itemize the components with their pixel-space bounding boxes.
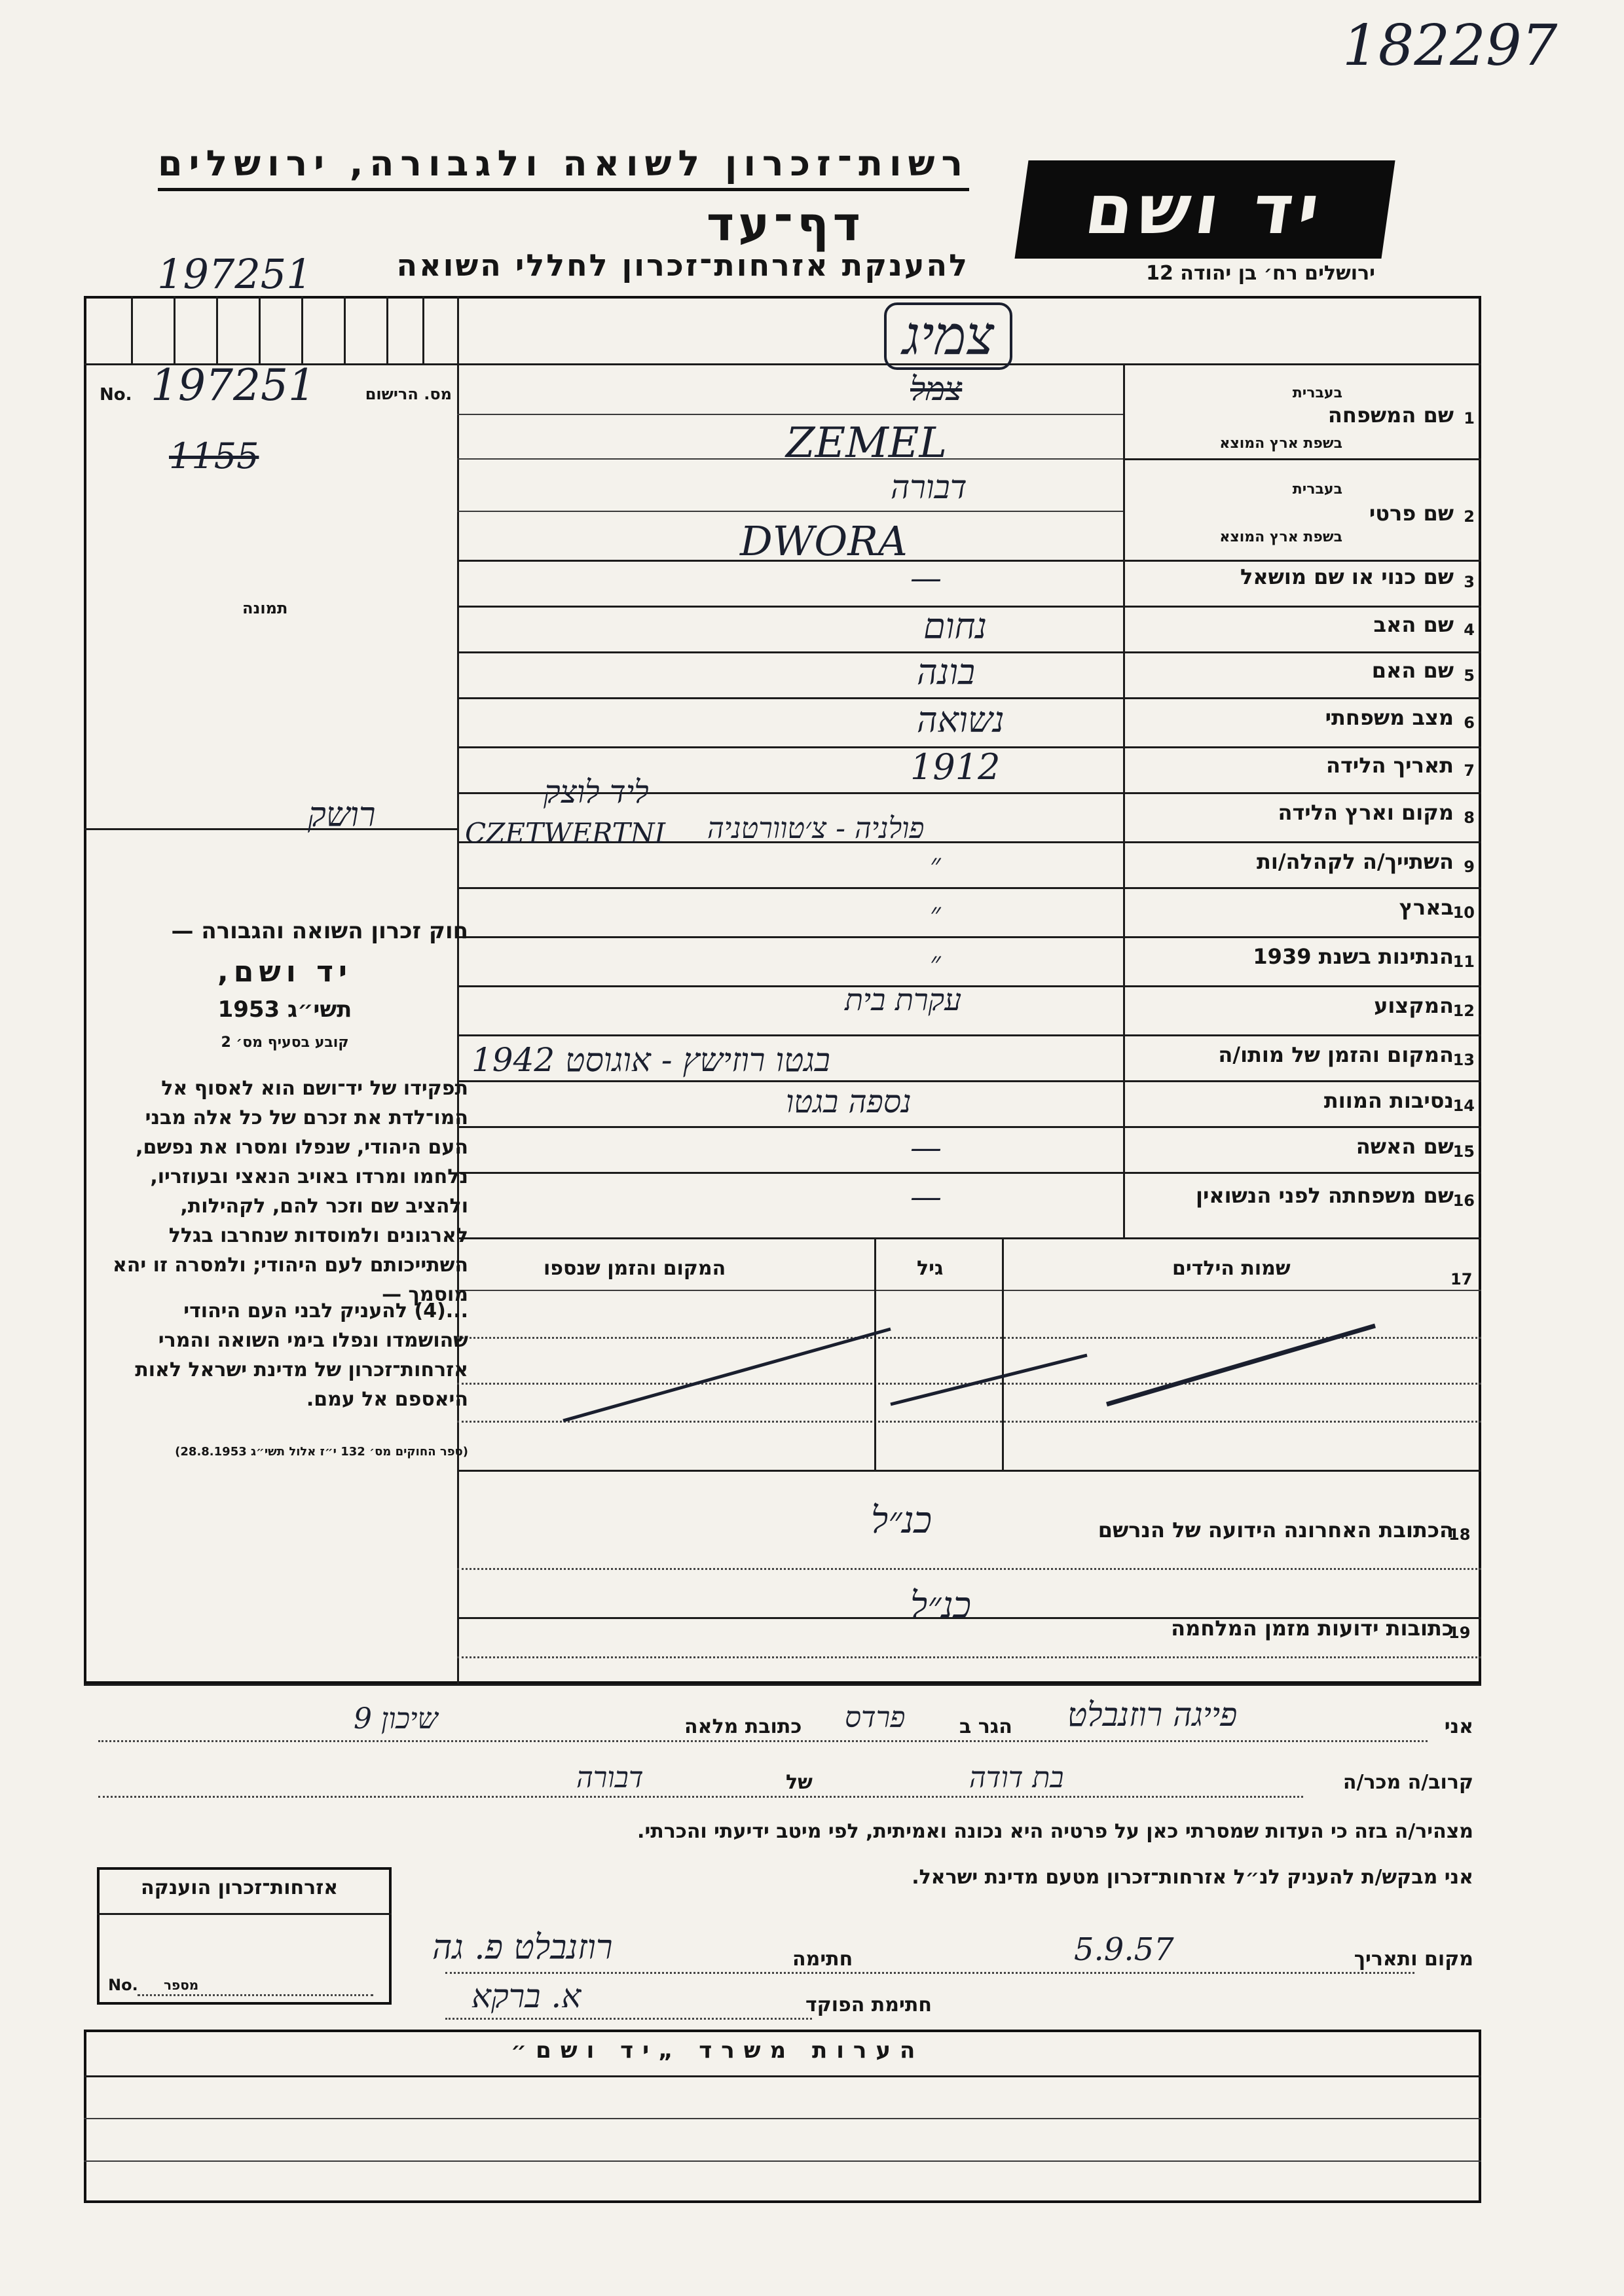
field-4-value: נחום [923, 606, 987, 647]
field-9-label: השתייך/ה לקהלה/ות [1256, 849, 1454, 874]
field-15-label: שם האשה [1356, 1134, 1454, 1159]
decl-person: דבורה [576, 1761, 644, 1795]
citizenship-box-title: אזרחות־זכרון הוענקה [141, 1876, 339, 1899]
citizenship-no-label: No. [108, 1976, 138, 1994]
decl-signature: רוזנבלט פ. גה [432, 1928, 613, 1967]
field-16-number: 16 [1452, 1192, 1475, 1210]
photo-label: תמונה [242, 599, 288, 617]
field-5-label: שם האם [1371, 658, 1454, 683]
field-2-label: שם פרטי [1369, 501, 1454, 526]
field-16-value: — [910, 1178, 942, 1215]
field-1-value-origin: ZEMEL [786, 419, 947, 467]
decl-address-label: כתובת מלאה [684, 1715, 802, 1738]
form-title: דף־עד [706, 196, 864, 251]
field-13-number: 13 [1452, 1051, 1475, 1069]
field-2-number: 2 [1464, 507, 1475, 526]
decl-prefix: אני [1444, 1715, 1473, 1738]
field-2-sub-hebrew: בעברית [1292, 481, 1342, 498]
children-strike-lines [458, 1244, 1480, 1467]
field-3-value: — [910, 560, 942, 596]
children-col-names: שמות הילדים [1172, 1257, 1291, 1280]
field-18-label: הכתובת האחרונה הידועה של הנרשם [1098, 1518, 1454, 1542]
decl-signature-label: חתימה [792, 1948, 853, 1971]
decl-statement: מצהיר/ה בזה כי העדות שמסרתי כאן על פרטיה היא נכונה ואמיתית, לפי מיטב ידיעתי והכרתי. [637, 1820, 1473, 1843]
decl-resides-label: הגר ב [959, 1715, 1012, 1738]
field-18-number: 18 [1449, 1525, 1471, 1544]
field-11-label: הנתינות בשנת 1939 [1253, 944, 1454, 969]
logo-address: ירושלים רח׳ בן יהודה 12 [1146, 262, 1375, 285]
decl-city: פרדס [845, 1701, 906, 1734]
form-subtitle: להענקת אזרחות־זכרון לחללי השואה [396, 247, 969, 283]
law-title: חוק זכרון השואה והגבורה — [171, 918, 468, 944]
law-clause: ...(4) להעניק לבני העם היהודי שהושמדו ונפלו בימי השואה והמרי אזרחות־זכרון של מדינת ישראל לאות היאספם אל עמם. [135, 1300, 468, 1411]
decl-place-date-label: מקום ותאריך [1354, 1948, 1473, 1971]
notes-title: הערות משרד „יד ושם״ [511, 2037, 925, 2064]
organization-name: רשות־זכרון לשואה ולגבורה, ירושלים [158, 143, 969, 191]
field-19-label: כתובות ידועות מזמן המלחמה [1171, 1616, 1454, 1641]
decl-official-signature: א. ברקא [471, 1977, 581, 2015]
field-13-value: בגטו רוזישץ - אוגוסט 1942 [471, 1041, 830, 1079]
field-13-label: המקום והזמן של מותו/ה [1218, 1042, 1454, 1067]
field-6-number: 6 [1464, 714, 1475, 732]
field-18-value: כנ״ל [871, 1499, 932, 1542]
field-1-label: שם המשפחה [1327, 403, 1454, 428]
field-8-value-latin: CZETWERTNI [465, 817, 666, 849]
top-archive-number: 182297 [1342, 13, 1558, 79]
field-1-number: 1 [1464, 409, 1475, 428]
field-2-value-origin: DWORA [740, 517, 908, 565]
field-7-number: 7 [1464, 761, 1475, 780]
field-16-label: שם משפחתה לפני הנשואין [1195, 1183, 1454, 1208]
law-section: קובע בסעיף מס׳ 2 [221, 1034, 349, 1051]
yad-vashem-logo: יד ושם [1014, 160, 1395, 259]
field-10-label: בארץ [1399, 895, 1454, 920]
field-15-number: 15 [1452, 1142, 1475, 1161]
main-form-frame [84, 296, 1481, 1684]
decl-date: 5.9.57 [1074, 1931, 1174, 1968]
decl-address: שיכון 9 [354, 1702, 438, 1736]
decl-name: פייגה רוזנבלט [1067, 1696, 1238, 1734]
decl-official-label: חתימת הפוקד [805, 1994, 932, 2016]
field-4-number: 4 [1464, 621, 1475, 639]
field-5-value: בונה [917, 651, 976, 693]
field-11-number: 11 [1452, 953, 1475, 971]
field-1-sub-origin: בשפת ארץ המוצא [1219, 435, 1342, 452]
field-10-number: 10 [1452, 903, 1475, 922]
citizenship-number-label: מספר [164, 1977, 199, 1993]
field-9-number: 9 [1464, 858, 1475, 876]
field-12-number: 12 [1452, 1002, 1475, 1020]
field-2-value-hebrew: דבורה [891, 468, 967, 506]
field-11-value: ״ [930, 946, 941, 979]
field-10-value: ״ [930, 897, 941, 930]
field-8-number: 8 [1464, 809, 1475, 827]
field-6-label: מצב משפחתי [1325, 705, 1454, 730]
registration-label: מס. הרישום [365, 385, 452, 403]
decl-request: אני מבקש/ת להעניק לנ״ל אזרחות־זכרון מטעם מדינת ישראל. [912, 1866, 1473, 1889]
field-3-label: שם כנוי או שם מושאל [1240, 564, 1454, 589]
field-15-value: — [910, 1129, 942, 1166]
field-7-value: 1912 [910, 746, 1001, 788]
field-8-value: פולניה - צ׳טוורטניה [707, 812, 925, 845]
field-7-label: תאריך הלידה [1325, 753, 1454, 778]
law-name: יד ושם, [217, 955, 352, 989]
decl-relative-label: קרוב/ה מכר/ה [1342, 1771, 1473, 1794]
field-12-value: עקרת בית [845, 982, 962, 1017]
children-col-place: המקום והזמן שנספו [544, 1257, 726, 1280]
registration-no-label: No. [100, 385, 132, 405]
law-body: תפקידו של יד־ושם הוא לאסוף אל המו־לדת את זכרם של כל אלה מבני העם היהודי, שנפלו ומסרו את נפשם, נלחמו ומרדו באויב הנאצי ובעוזריו, ולהציב שם וזכר להם, לקהילות, לארגונים ולמוסדות שנחרבו בגלל השתייכותם לעם היהודי; ולמסרה זו יהא מוסמך — [112, 1077, 468, 1306]
field-5-number: 5 [1464, 666, 1475, 685]
field-4-label: שם האב [1373, 612, 1454, 637]
header-handwritten-number: 197251 [157, 250, 312, 298]
field-17-number: 17 [1450, 1270, 1473, 1288]
decl-of-label: של [786, 1771, 813, 1794]
field-12-label: המקצוע [1374, 993, 1454, 1018]
law-year: תשי״ג 1953 [217, 996, 352, 1023]
field-14-value: נספה בגטו [786, 1084, 912, 1120]
field-2-sub-origin: בשפת ארץ המוצא [1219, 529, 1342, 545]
top-hebrew-surname: צמיג [884, 302, 1012, 370]
field-8-label: מקום וארץ הלידה [1278, 800, 1454, 825]
field-19-number: 19 [1449, 1624, 1471, 1642]
field-14-number: 14 [1452, 1097, 1475, 1115]
field-1-sub-hebrew: בעברית [1292, 385, 1342, 401]
field-19-value: כנ״ל [910, 1584, 972, 1627]
registration-number: 197251 [151, 360, 316, 410]
field-14-label: נסיבות המוות [1323, 1088, 1454, 1113]
field-1-value-hebrew: צמל [910, 370, 963, 408]
law-citation: (ספר החוקים מס׳ 132 י״ז אלול תשי״ג 28.8.1953) [175, 1445, 468, 1459]
field-3-number: 3 [1464, 573, 1475, 591]
registration-old-number: 1155 [169, 435, 259, 477]
decl-relation: בת דודה [969, 1761, 1064, 1795]
field-6-value: נשואה [917, 699, 1005, 740]
children-col-age: גיל [917, 1257, 944, 1280]
field-8-value-extra: ליד לוצק [544, 774, 649, 811]
field-9-value: ״ [930, 848, 941, 881]
field-8-value-margin: רושק [308, 795, 376, 835]
